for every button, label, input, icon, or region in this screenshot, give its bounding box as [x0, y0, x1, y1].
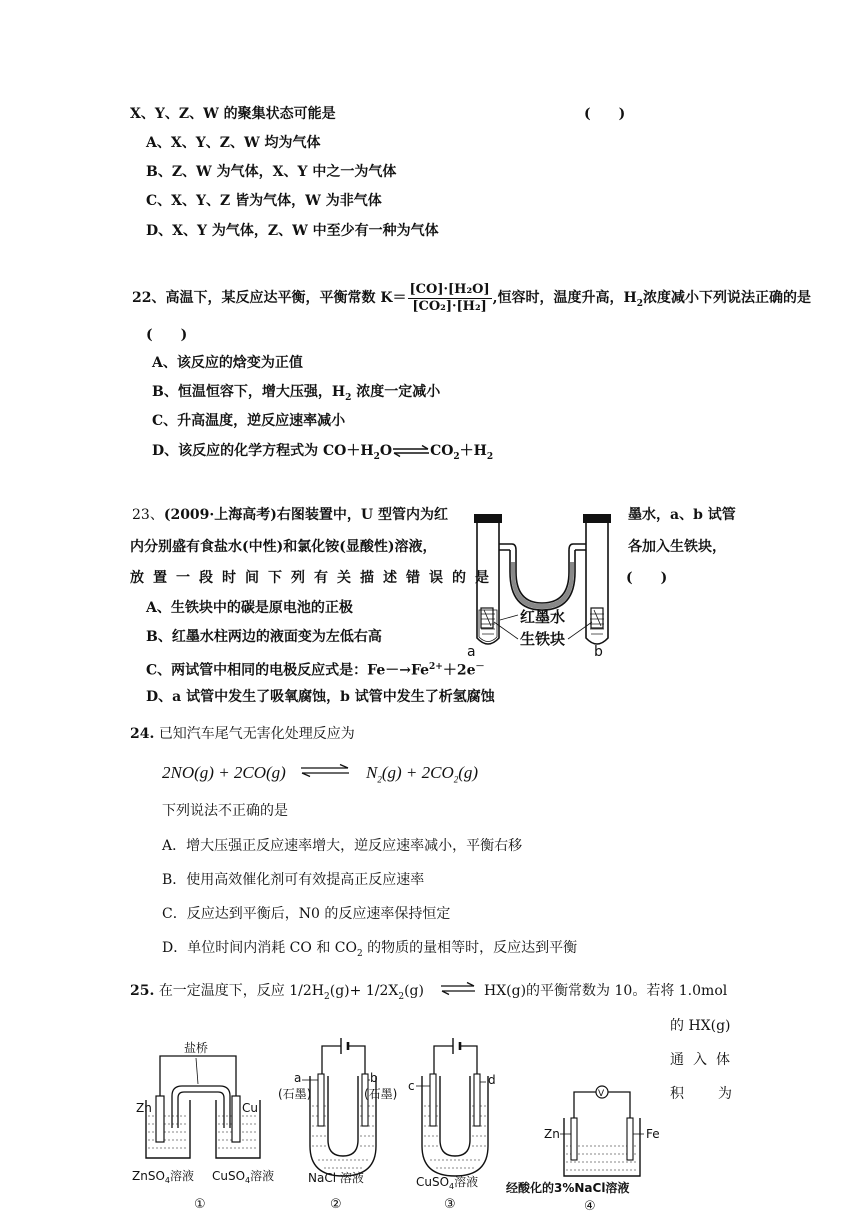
q23-line1-right: 墨水，a、b 试管 [628, 507, 736, 523]
equilibrium-constant-fraction: $\frac{\text{[CO]·[H₂O]}}{\text{[CO₂]·[H₂]}}$ [409, 281, 490, 314]
q23-line2: 内分别盛有食盐水(中性)和氯化铵(显酸性)溶液， [130, 539, 437, 555]
q23-option-b: B、红墨水柱两边的液面变为左低右高 [146, 629, 382, 645]
q22-answer-paren: ( ) [146, 327, 188, 343]
device-3-electrolysis-cuso4 [408, 1038, 496, 1212]
u-tube [510, 550, 575, 610]
znso4-beaker [146, 1100, 190, 1158]
q24-option-a: A．增大压强正反应速率增大，逆反应速率减小，平衡右移 [162, 838, 523, 854]
pig-iron-label: 生铁块 [520, 630, 566, 648]
electrode-a-graphite-label: (石墨) [278, 1087, 312, 1101]
reversible-arrow-icon [300, 764, 350, 778]
device-4-number: ④ [584, 1199, 596, 1214]
q22-option-a: A、该反应的焓变为正值 [152, 355, 303, 371]
q23-line2-right: 各加入生铁块， [628, 539, 726, 555]
cu-electrode [232, 1096, 240, 1142]
salt-bridge-label: 盐桥 [184, 1041, 209, 1055]
zn-label-4: Zn [544, 1127, 560, 1141]
q24-stem: 24. 已知汽车尾气无害化处理反应为 [130, 726, 355, 742]
device-2-electrolysis-nacl [278, 1038, 397, 1212]
q25-stem-continued: HX(g)的平衡常数为 10。若将 1.0mol [484, 983, 728, 999]
q21-option-a: A、X、Y、Z、W 均为气体 [146, 135, 321, 151]
tube-a-label: a [467, 644, 476, 660]
reversible-arrow-icon [440, 982, 476, 996]
red-ink-label: 红墨水 [520, 608, 566, 626]
q23-line1: 23、(2009·上海高考)右图装置中，U 型管内为红 [132, 507, 449, 523]
znso4-solution-label: ZnSO$_4$溶液 [132, 1169, 194, 1185]
q23-option-d: D、a 试管中发生了吸氧腐蚀，b 试管中发生了析氢腐蚀 [146, 689, 495, 705]
q21-answer-paren: ( ) [584, 106, 626, 122]
electrode-a-label: a [294, 1071, 302, 1085]
zn-electrode [156, 1096, 164, 1142]
reversible-arrow-icon [392, 445, 430, 457]
q25-side-line1: 的 HX(g) [670, 1018, 731, 1034]
cuso4-solution-label-3: CuSO$_4$溶液 [416, 1175, 479, 1191]
electrode-b-label: b [370, 1071, 378, 1085]
fe-label-4: Fe [646, 1127, 660, 1141]
electrochemical-devices-figure [128, 1036, 658, 1214]
device-3-number: ③ [444, 1197, 456, 1212]
electrode-c [430, 1074, 436, 1126]
cu-label: Cu [242, 1101, 258, 1115]
electrode-d [474, 1074, 480, 1126]
q22-option-b: B、恒温恒容下，增大压强，$H_2$ 浓度一定减小 [152, 384, 441, 403]
device-2-number: ② [330, 1197, 342, 1212]
q24-option-c: C．反应达到平衡后，N0 的反应速率保持恒定 [162, 906, 451, 922]
q22-option-c: C、升高温度，逆反应速率减小 [152, 413, 346, 429]
q21-option-d: D、X、Y 为气体，Z、W 中至少有一种为气体 [146, 223, 439, 239]
fe-electrode-4 [627, 1118, 633, 1160]
graphite-electrode-a [318, 1074, 324, 1126]
device-1-galvanic-cell [132, 1040, 274, 1212]
q24-option-d: D．单位时间内消耗 CO 和 $CO_2$ 的物质的量相等时，反应达到平衡 [162, 940, 578, 959]
device-1-number: ① [194, 1197, 206, 1212]
right-iron-block [591, 608, 603, 628]
q24-equation-left: 2NO(g) + 2CO(g) [162, 763, 286, 782]
q24-question: 下列说法不正确的是 [162, 803, 288, 819]
left-stopper [474, 514, 502, 523]
q21-stem: X、Y、Z、W 的聚集状态可能是 [130, 106, 336, 122]
nacl-solution-label: NaCl 溶液 [308, 1171, 364, 1185]
tube-b-label: b [594, 644, 603, 660]
q23-answer-paren: ( ) [626, 570, 668, 586]
q24-equation-right: $N_2(g) + 2CO_2(g)$ [366, 763, 479, 785]
q21-option-c: C、X、Y、Z 皆为气体，W 为非气体 [146, 193, 382, 209]
zn-label: Zn [136, 1101, 152, 1115]
right-stopper [583, 514, 611, 523]
q25-side-line3: 积 为 [670, 1086, 734, 1102]
acidified-nacl-label: 经酸化的3%NaCl溶液 [506, 1181, 630, 1195]
voltmeter-label: V [598, 1089, 605, 1099]
device-4-zn-fe-cell [506, 1086, 660, 1214]
q22-stem: 22、高温下，某反应达平衡，平衡常数 K＝ $\frac{\text{[CO]·[H₂O]}}{\text{[CO₂]·[H₂]}}$ ,恒容时，温度升高，$H_2$浓度减小下列说法正确的是 [132, 281, 812, 314]
u-tube-apparatus-figure [460, 510, 625, 660]
electrode-d-label: d [488, 1073, 496, 1087]
q23-line3: 放置一段时间下列有关描述错误的是 [130, 570, 498, 586]
cuso4-solution-label: CuSO$_4$溶液 [212, 1169, 275, 1185]
electrode-c-label: c [408, 1079, 415, 1093]
q25-side-line2: 通入体 [670, 1052, 739, 1068]
q21-option-b: B、Z、W 为气体，X、Y 中之一为气体 [146, 164, 397, 180]
q25-stem: 25. 在一定温度下，反应 $1/2H_2(g)+ 1/2X_2(g)$ [130, 983, 424, 1002]
electrode-b-graphite-label: (石墨) [364, 1087, 398, 1101]
zn-electrode-4 [571, 1118, 577, 1160]
right-test-tube [586, 523, 608, 644]
q23-option-c: C、两试管中相同的电极反应式是：$Fe-\to Fe^{2+}+2e^-$ [146, 662, 485, 679]
q23-option-a: A、生铁块中的碳是原电池的正极 [146, 600, 353, 616]
q24-option-b: B．使用高效催化剂可有效提高正反应速率 [162, 872, 425, 888]
q22-option-d: D、该反应的化学方程式为 $CO+H_2O$ $CO_2+H_2$ [152, 443, 494, 462]
